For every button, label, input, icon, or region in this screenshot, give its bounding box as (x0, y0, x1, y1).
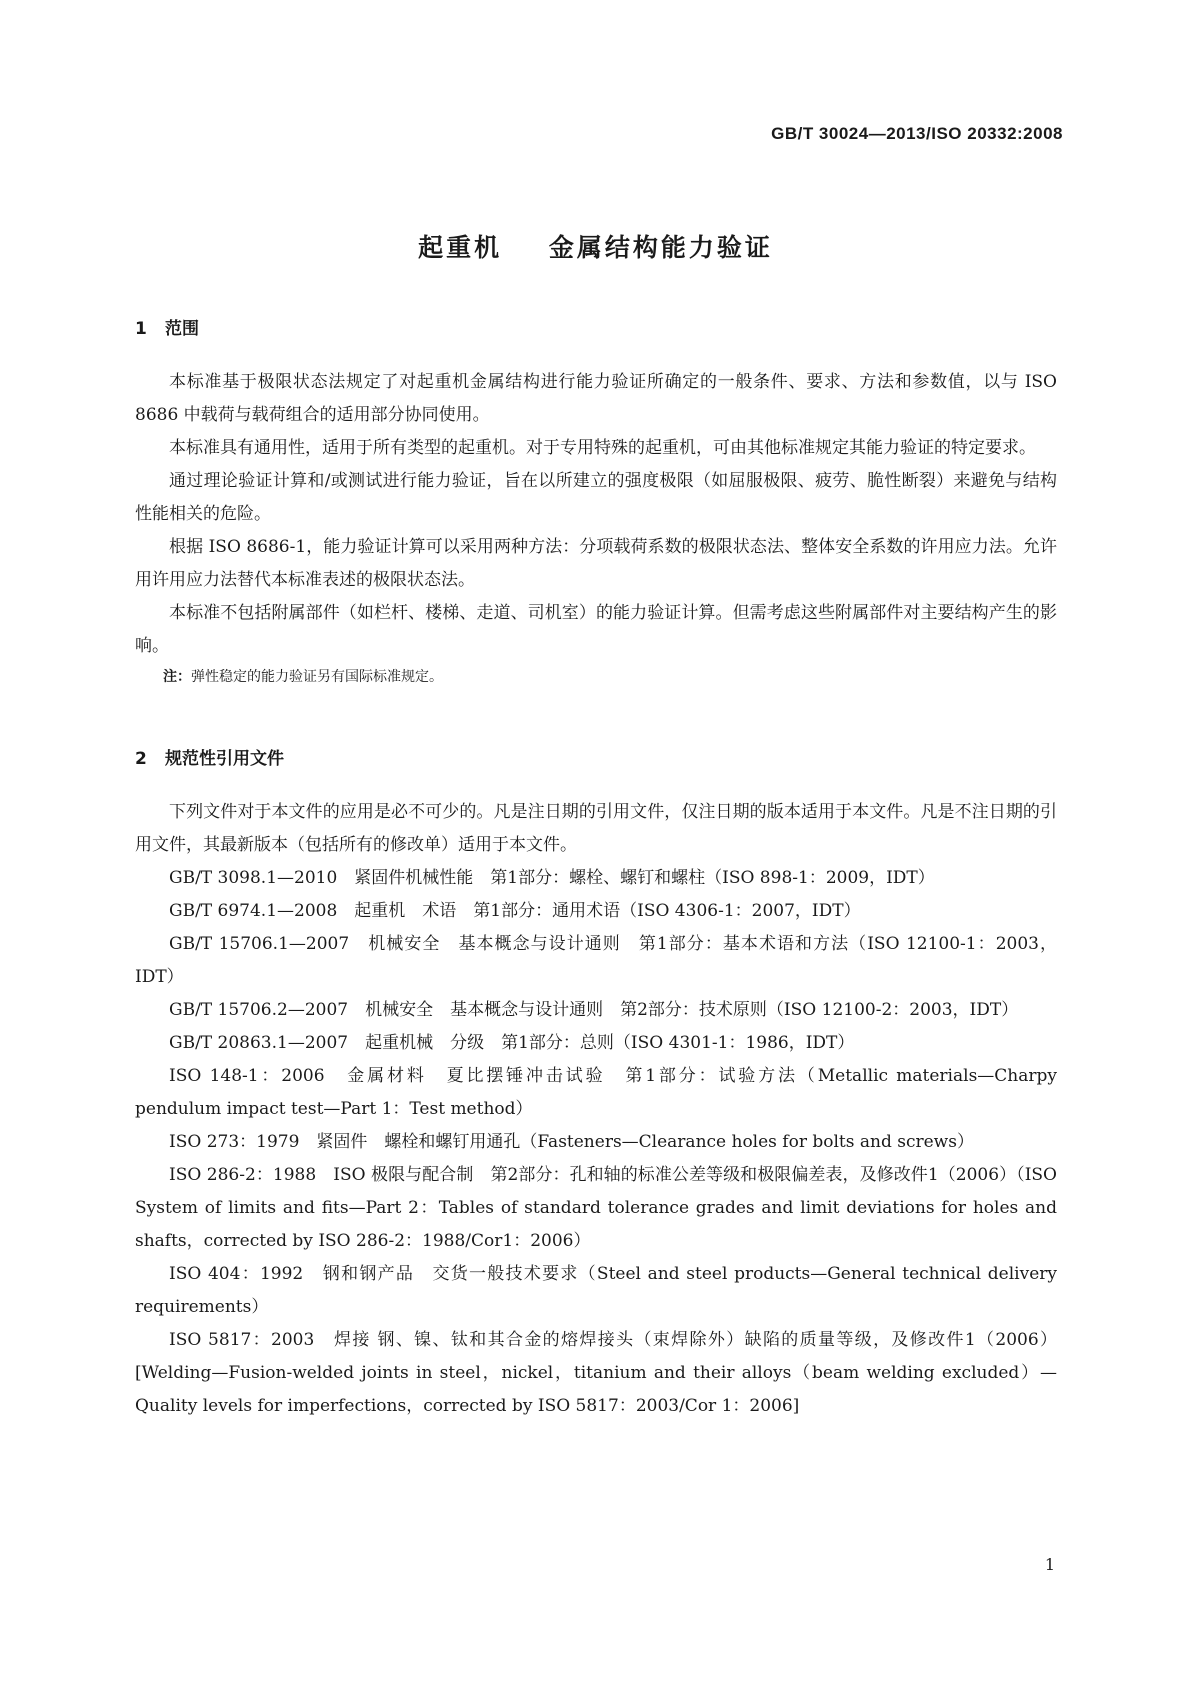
reference-item: ISO 286-2：1988 ISO 极限与配合制 第2部分：孔和轴的标准公差等级和极限偏差表，及修改件1（2006）（ISO System of limits and fits—Part 2：Tables of standard tolerance grades and limit deviations for holes and shafts，corrected by ISO 286-2：1988/Cor1：2006） (135, 1165, 1057, 1251)
reference-item: GB/T 3098.1—2010 紧固件机械性能 第1部分：螺栓、螺钉和螺柱（ISO 898-1：2009，IDT） (169, 868, 935, 888)
section-1-title: 范围 (165, 319, 199, 339)
section-2-number: 2 (135, 749, 147, 769)
paragraph: 本标准基于极限状态法规定了对起重机金属结构进行能力验证所确定的一般条件、要求、方法和参数值，以与 ISO 8686 中载荷与载荷组合的适用部分协同使用。 (135, 372, 1057, 425)
reference-item: GB/T 15706.1—2007 机械安全 基本概念与设计通则 第1部分：基本术语和方法（ISO 12100-1：2003，IDT） (135, 934, 1057, 987)
note-label: 注： (163, 669, 191, 685)
paragraph: 根据 ISO 8686-1，能力验证计算可以采用两种方法：分项载荷系数的极限状态法、整体安全系数的许用应力法。允许用许用应力法替代本标准表述的极限状态法。 (135, 537, 1057, 590)
section-2-heading (135, 744, 284, 769)
standard-code: GB/T 30024—2013/ISO 20332:2008 (771, 124, 1063, 143)
page-title: 起重机 金属结构能力验证 (418, 233, 773, 262)
section-1-heading (135, 314, 199, 339)
paragraph: 本标准具有通用性，适用于所有类型的起重机。对于专用特殊的起重机，可由其他标准规定其能力验证的特定要求。 (169, 438, 1036, 458)
note (135, 663, 1057, 691)
section-2-body (135, 796, 1057, 1423)
page-number: 1 (1044, 1555, 1055, 1574)
reference-item: ISO 273：1979 紧固件 螺栓和螺钉用通孔（Fasteners—Clearance holes for bolts and screws） (169, 1132, 974, 1152)
reference-item: GB/T 15706.2—2007 机械安全 基本概念与设计通则 第2部分：技术原则（ISO 12100-2：2003，IDT） (169, 1000, 1019, 1020)
reference-item: ISO 404：1992 钢和钢产品 交货一般技术要求（Steel and steel products—General technical delivery requirements） (135, 1264, 1057, 1317)
paragraph: 本标准不包括附属部件（如栏杆、楼梯、走道、司机室）的能力验证计算。但需考虑这些附属部件对主要结构产生的影响。 (135, 603, 1057, 656)
reference-item: ISO 5817：2003 焊接 钢、镍、钛和其合金的熔焊接头（束焊除外）缺陷的质量等级，及修改件1（2006）[Welding—Fusion-welded joints in steel，nickel，titanium and their alloys（beam welding excluded）—Quality levels for imperfections，corrected by ISO 5817：2003/Cor 1：2006] (135, 1330, 1057, 1416)
section-1-number: 1 (135, 319, 147, 339)
reference-item: GB/T 6974.1—2008 起重机 术语 第1部分：通用术语（ISO 4306-1：2007，IDT） (169, 901, 861, 921)
section-1-body (135, 366, 1057, 691)
reference-item: ISO 148-1：2006 金属材料 夏比摆锤冲击试验 第1部分：试验方法（Metallic materials—Charpy pendulum impact test—Part 1：Test method） (135, 1066, 1057, 1119)
paragraph: 下列文件对于本文件的应用是必不可少的。凡是注日期的引用文件，仅注日期的版本适用于本文件。凡是不注日期的引用文件，其最新版本（包括所有的修改单）适用于本文件。 (135, 802, 1057, 855)
section-2-title: 规范性引用文件 (165, 749, 284, 769)
note-text: 弹性稳定的能力验证另有国际标准规定。 (191, 669, 443, 685)
reference-item: GB/T 20863.1—2007 起重机械 分级 第1部分：总则（ISO 4301-1：1986，IDT） (169, 1033, 855, 1053)
paragraph: 通过理论验证计算和/或测试进行能力验证，旨在以所建立的强度极限（如屈服极限、疲劳、脆性断裂）来避免与结构性能相关的危险。 (135, 471, 1057, 524)
